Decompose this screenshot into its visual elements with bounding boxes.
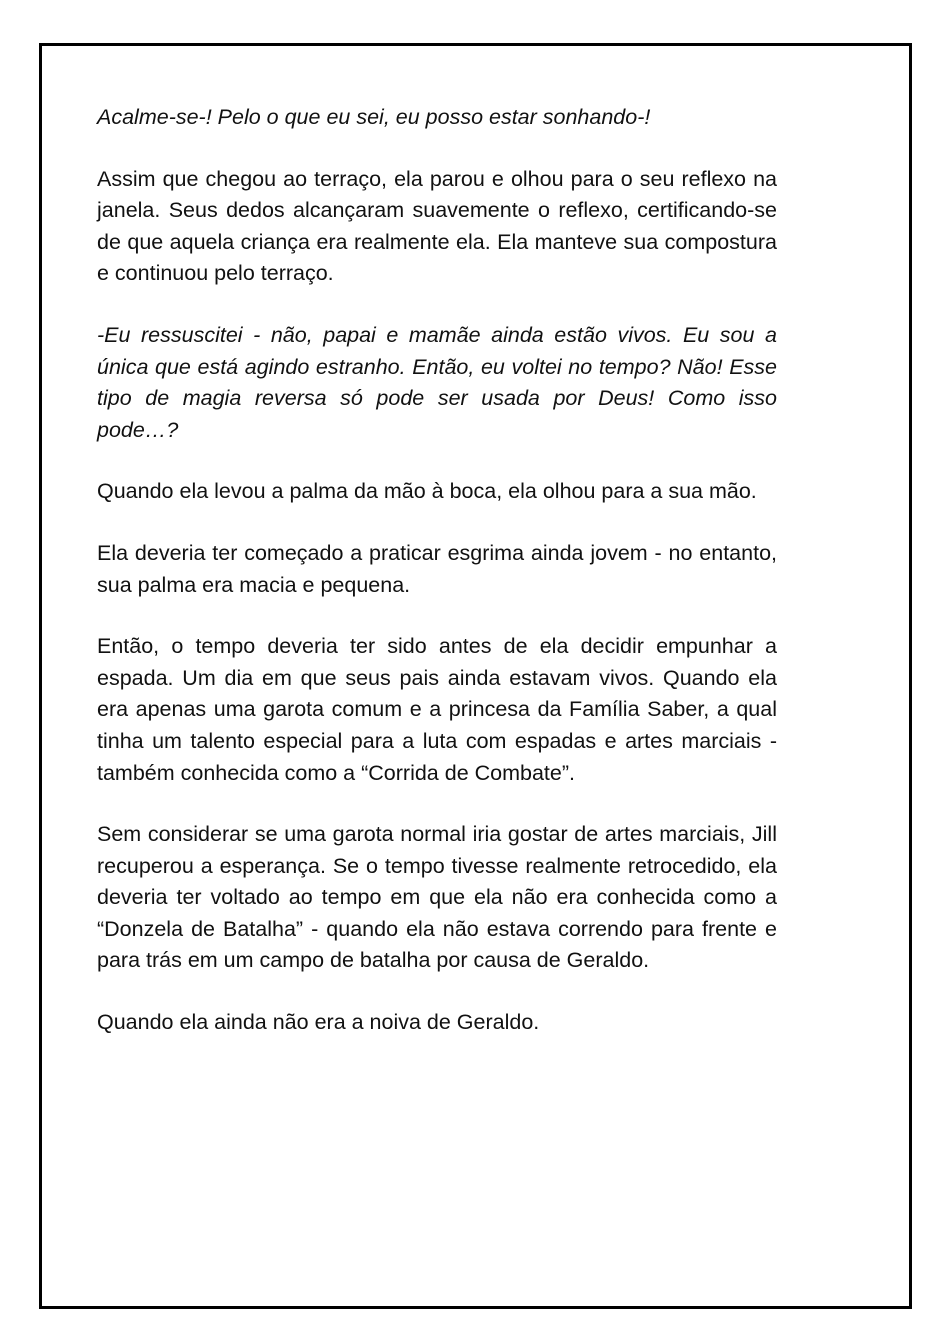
- paragraph-7: Sem considerar se uma garota normal iria gostar de artes marciais, Jill recuperou a esperança. Se o tempo tivesse realmente retrocedido, ela deveria ter voltado ao tempo em que ela não era conhecida como a “Donzela de Batalha” - quando ela não estava correndo para frente e para trás em um campo de batalha por causa de Geraldo.: [97, 822, 777, 973]
- paragraph-8: Quando ela ainda não era a noiva de Geraldo.: [97, 1010, 540, 1035]
- paragraph-6: Então, o tempo deveria ter sido antes de ela decidir empunhar a espada. Um dia em que seus pais ainda estavam vivos. Quando ela era apenas uma garota comum e a princesa da Família Saber, a qual tinha um talento especial para a luta com espadas e artes marciais - também conhecida como a “Corrida de Combate”.: [97, 634, 777, 785]
- paragraph-1: Acalme-se-! Pelo o que eu sei, eu posso estar sonhando-!: [97, 105, 651, 129]
- document-body: [97, 102, 777, 1069]
- paragraph-5: Ela deveria ter começado a praticar esgrima ainda jovem - no entanto, sua palma era macia e pequena.: [97, 540, 777, 597]
- paragraph-3: -Eu ressuscitei - não, papai e mamãe ainda estão vivos. Eu sou a única que está agindo estranho. Então, eu voltei no tempo? Não! Esse tipo de magia reversa só pode ser usada por Deus! Como isso pode…?: [97, 322, 777, 442]
- paragraph-2: Assim que chegou ao terraço, ela parou e olhou para o seu reflexo na janela. Seus dedos alcançaram suavemente o reflexo, certificando-se de que aquela criança era realmente ela. Ela manteve sua compostura e continuou pelo terraço.: [97, 166, 777, 286]
- paragraph-4: Quando ela levou a palma da mão à boca, ela olhou para a sua mão.: [97, 479, 757, 504]
